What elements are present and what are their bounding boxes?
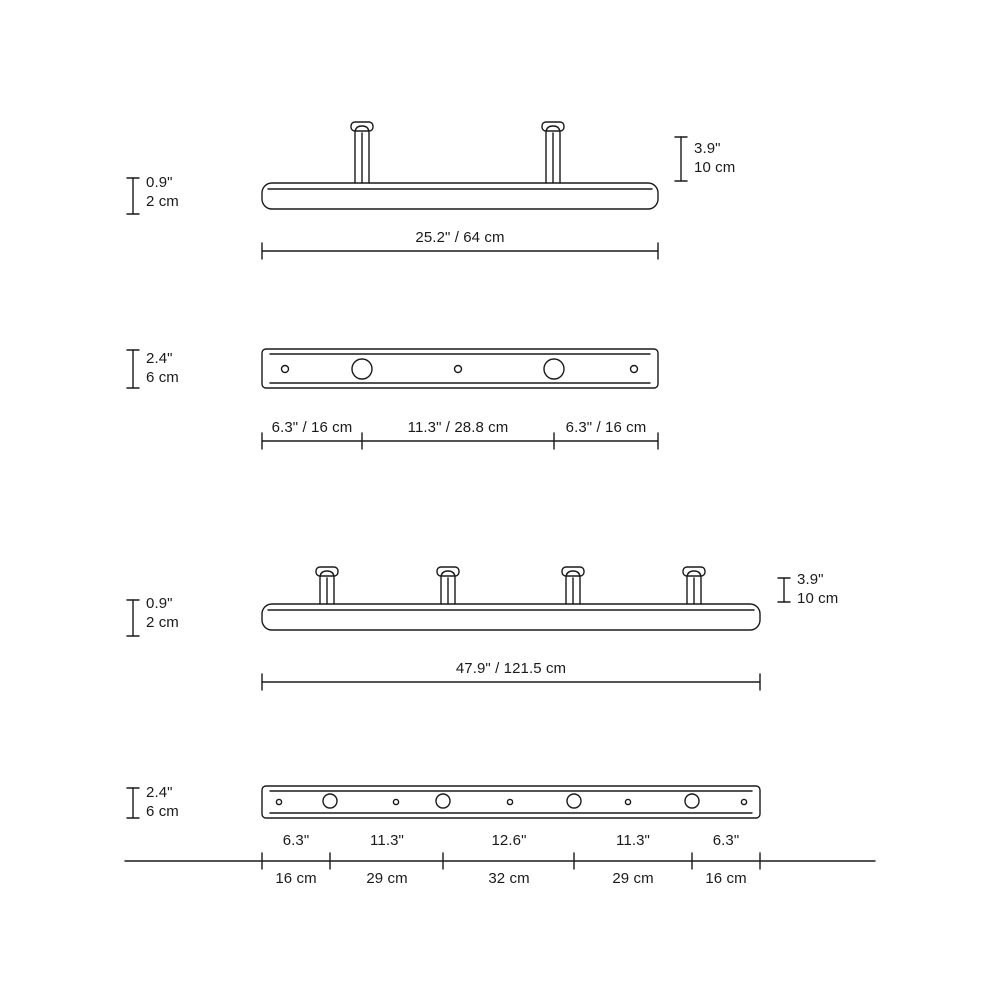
large-rail-plan-inch-label-5: 6.3" (712, 832, 740, 849)
view-small-rail-front-height-dimension (127, 178, 139, 214)
large-rail-plan-cm-label-3: 32 cm (488, 870, 530, 887)
small-rail-hook-height-label: 3.9" 10 cm (694, 140, 736, 176)
small-rail-plan-spacing-label-2: 11.3" / 28.8 cm (407, 419, 509, 436)
large-rail-plan-inch-label-2: 11.3" (370, 832, 404, 849)
small-rail-plan-height-label: 2.4" 6 cm (146, 350, 179, 386)
view-large-rail-plan-geometry (262, 786, 760, 818)
view-small-rail-front-geometry (262, 122, 658, 209)
large-rail-width-label: 47.9" / 121.5 cm (455, 660, 567, 677)
small-rail-front-height-label: 0.9" 2 cm (146, 174, 179, 210)
large-rail-front-height-label: 0.9" 2 cm (146, 595, 179, 631)
view-large-rail-plan-height-dimension (127, 788, 139, 818)
large-rail-hook-height-label: 3.9" 10 cm (797, 571, 839, 607)
large-rail-plan-inch-label-3: 12.6" (491, 832, 527, 849)
large-rail-plan-inch-label-4: 11.3" (616, 832, 650, 849)
view-large-rail-front-height-dimension (127, 600, 139, 636)
view-large-rail-front-hook-height-dimension (778, 578, 790, 602)
large-rail-plan-cm-label-2: 29 cm (366, 870, 408, 887)
view-small-rail-front-hook-height-dimension (675, 137, 687, 181)
view-large-rail-plan-spacing-baseline (125, 853, 875, 869)
large-rail-plan-cm-label-5: 16 cm (705, 870, 747, 887)
view-large-rail-front-geometry (262, 567, 760, 630)
view-small-rail-plan-height-dimension (127, 350, 139, 388)
small-rail-plan-spacing-label-3: 6.3" / 16 cm (565, 419, 647, 436)
large-rail-plan-height-label: 2.4" 6 cm (146, 784, 179, 820)
large-rail-plan-cm-label-1: 16 cm (275, 870, 317, 887)
large-rail-plan-cm-label-4: 29 cm (612, 870, 654, 887)
view-small-rail-plan-geometry (262, 349, 658, 388)
large-rail-plan-inch-label-1: 6.3" (282, 832, 310, 849)
small-rail-plan-spacing-label-1: 6.3" / 16 cm (271, 419, 353, 436)
small-rail-width-label: 25.2" / 64 cm (415, 229, 505, 246)
